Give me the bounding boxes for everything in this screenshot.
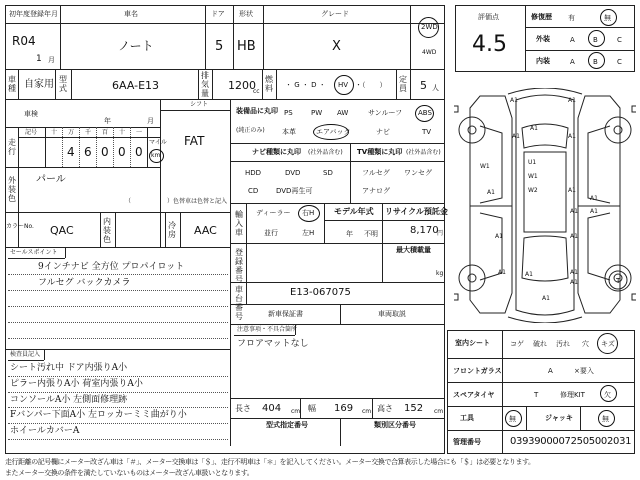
damage-mark: A1 <box>570 208 578 215</box>
damage-mark: A1 <box>510 97 518 104</box>
inspector-note-line: シート汚れ中 ドア内張りA小 <box>10 363 128 373</box>
footer-line-2: またメーター交換の条件を満たしていないものはメーター改ざん車扱いとなります。 <box>5 469 254 477</box>
damage-mark: A1 <box>568 187 576 194</box>
inspection-year-unit: 年 <box>104 117 111 125</box>
length-label: 長さ <box>235 404 251 413</box>
navi-sd: SD <box>323 169 333 177</box>
first-reg-era: R04 <box>12 34 36 48</box>
equip-abs: ABS <box>418 109 432 117</box>
exterior-grade-label: 外装 <box>536 35 550 43</box>
damage-mark: A1 <box>487 189 495 196</box>
fuel-pre: ・ G ・ D ・ <box>285 81 326 89</box>
jack-value: 無 <box>602 415 609 423</box>
exterior-note: （ ）色替車は色替と記入 <box>125 198 228 205</box>
height: 152 <box>404 403 424 414</box>
recycle-value: 8,170 <box>410 225 439 236</box>
mileage-digit: 6 <box>84 145 92 159</box>
mileage-digit: 4 <box>67 145 75 159</box>
sales-point-line: 9インチナビ 全方位 プロパイロット <box>38 262 185 272</box>
inspector-note-line: Fバンパー下面A小 左ロッカーミミ曲がり小 <box>10 410 187 420</box>
mileage-col-100: 百 <box>102 129 109 136</box>
equip-pw: PW <box>311 109 323 117</box>
sales-points-label: セールスポイント <box>10 249 58 256</box>
seat-tear: 破れ <box>533 340 547 348</box>
height-label: 高さ <box>377 404 393 413</box>
warranty-label: 新車保証書 <box>268 310 303 318</box>
damage-mark: A1 <box>525 271 533 278</box>
exterior-label: 外装色 <box>8 176 16 203</box>
equipment-sublabel: (純正のみ) <box>236 127 265 134</box>
seat-label: 室内シート <box>455 339 490 347</box>
damage-mark: A1 <box>590 195 598 202</box>
fuel-post: ・（ ） <box>355 81 387 89</box>
score-label: 評価点 <box>478 13 499 21</box>
seat-scratch: キズ <box>601 340 615 348</box>
manual-label: 車両取説 <box>378 310 406 318</box>
color-no: QAC <box>50 224 74 237</box>
equip-airbag: エアバック <box>316 128 351 136</box>
import-left-h: 左H <box>302 229 315 237</box>
footer-line-1: 走行距離の記号欄にメーター改ざん車は「＃」、メーター交換車は「＄」、走行不明車は「＊」を記入してください。メーター交換で合算表示した場合にも「＄」は必要となります。 <box>5 458 535 466</box>
inspector-note-line: ホイールカバーA <box>10 426 80 436</box>
equipment-label: 装備品に丸印 <box>236 107 278 115</box>
ac-label: 冷房 <box>168 221 176 239</box>
damage-mark: A1 <box>542 295 550 302</box>
glass-a: A <box>548 367 553 375</box>
exterior-grade-c: C <box>617 36 622 44</box>
mileage-label: 走行 <box>8 138 16 156</box>
navi-dvd-play: DVD再生可 <box>276 187 313 195</box>
sales-point-line: フルセグ バックカメラ <box>38 278 131 288</box>
model-label: 型式 <box>59 75 67 93</box>
car-name-label: 車名 <box>124 10 138 18</box>
model-year-value: 不明 <box>364 230 378 238</box>
shape: HB <box>237 39 256 54</box>
damage-mark: W2 <box>528 187 538 194</box>
spare-missing: 欠 <box>604 391 611 399</box>
damage-mark: A1 <box>512 133 520 140</box>
grade: X <box>332 39 341 54</box>
navi-cd: CD <box>248 187 259 195</box>
tool-value: 無 <box>509 415 516 423</box>
shape-label: 形状 <box>239 10 253 18</box>
notice-label: 注意事項・不具合箇所 <box>237 326 298 333</box>
month-unit: 月 <box>48 56 55 64</box>
jack-label: ジャッキ <box>545 414 573 422</box>
repair-yes: 有 <box>568 14 575 22</box>
shift: FAT <box>184 134 205 148</box>
glass-label: フロントガラス <box>453 367 502 375</box>
interior-grade-b: B <box>593 58 598 66</box>
category-label: 車種 <box>8 75 16 93</box>
interior-color-label: 内装色 <box>103 217 111 244</box>
import-dealer: ディーラー <box>256 209 291 217</box>
spare-t: T <box>534 391 539 399</box>
tv-type-label: TV種類に丸印 <box>357 148 403 156</box>
width-label: 幅 <box>308 404 316 413</box>
tv-analog: アナログ <box>362 187 390 195</box>
displacement-label: 排気量 <box>201 71 209 98</box>
category: 自家用 <box>24 79 54 90</box>
car-name: ノート <box>118 39 154 53</box>
interior-grade-c: C <box>617 58 622 66</box>
cc-unit: cc <box>253 88 260 95</box>
repair-label: 修復歴 <box>531 13 552 21</box>
import-right-h: 右H <box>302 209 315 217</box>
height-cm: cm <box>434 408 444 415</box>
drive-2wd: 2WD <box>421 23 438 31</box>
equip-leather: 本革 <box>282 128 296 136</box>
notice-text: フロアマットなし <box>237 339 309 349</box>
type-no-label: 型式指定番号 <box>266 421 308 429</box>
navi-hdd: HDD <box>245 169 262 177</box>
tv-oneseg: ワンセグ <box>404 169 432 177</box>
capacity-unit: 人 <box>432 84 439 92</box>
width: 169 <box>334 403 354 414</box>
mileage-digit: 0 <box>135 145 143 159</box>
equip-navi: ナビ <box>376 128 390 136</box>
mileage-col-man: 万 <box>68 129 75 136</box>
repair-no: 無 <box>604 14 611 22</box>
mile-label: マイル <box>149 139 167 146</box>
equip-sunroof: サンルーフ <box>368 109 403 117</box>
exterior-grade-a: A <box>570 36 575 44</box>
exterior-color: パール <box>36 174 66 185</box>
mileage-col-note: 記号 <box>25 129 38 136</box>
inspector-notes-label: 検査員記入 <box>10 351 41 358</box>
damage-mark: A1 <box>568 97 576 104</box>
damage-mark: A1 <box>495 233 503 240</box>
glass-replace: ×要入 <box>574 367 594 375</box>
damage-mark: A1 <box>570 279 578 286</box>
damage-mark: A1 <box>530 125 538 132</box>
tv-type-sub: (社外品含む) <box>406 149 441 156</box>
tv-fullseg: フルセグ <box>362 169 390 177</box>
mileage-col-1: 一 <box>136 129 143 136</box>
mgmt-label: 管理番号 <box>453 438 481 446</box>
grade-label: グレード <box>321 10 349 18</box>
max-load-label: 最大積載量 <box>396 246 431 254</box>
import-parallel: 並行 <box>264 229 278 237</box>
spare-kit: 修理KIT <box>560 391 585 399</box>
svg-text:T: T <box>616 277 621 285</box>
spare-label: スペアタイヤ <box>453 391 495 399</box>
damage-mark: A1 <box>570 269 578 276</box>
model-year-label: モデル年式 <box>334 207 374 216</box>
class-no-label: 類別区分番号 <box>374 421 416 429</box>
navi-type-sub: (社外品含む) <box>308 149 343 156</box>
capacity-label: 定員 <box>399 75 407 93</box>
fuel-hv: HV <box>338 81 349 89</box>
damage-mark: A1 <box>498 269 506 276</box>
width-cm: cm <box>362 408 372 415</box>
inspector-note-line: コンソールA小 左側面修理跡 <box>10 395 128 405</box>
kg-unit: kg <box>436 270 444 277</box>
mileage-digit: 0 <box>118 145 126 159</box>
first-reg-month: 1 <box>36 54 42 64</box>
mileage-col-10: 十 <box>119 129 126 136</box>
damage-mark: W1 <box>528 173 538 180</box>
damage-mark: W1 <box>480 163 490 170</box>
navi-dvd: DVD <box>285 169 301 177</box>
ac: AAC <box>194 224 217 237</box>
inspector-note-line: ピラー内張りA小 荷室内張りA小 <box>10 379 143 389</box>
inspection-month-unit: 月 <box>147 117 154 125</box>
capacity: 5 <box>420 79 427 92</box>
first-reg-label: 初年度登録年月 <box>9 10 58 18</box>
equip-ps: PS <box>284 109 293 117</box>
drive-4wd: 4WD <box>422 49 437 56</box>
length: 404 <box>262 403 282 414</box>
chassis: E13-067075 <box>290 287 351 298</box>
mileage-col-10k: 十 <box>51 129 58 136</box>
model-year-prefix: 年 <box>346 230 353 238</box>
chassis-label: 車台番号 <box>235 285 243 321</box>
damage-mark: A1 <box>590 208 598 215</box>
yen-unit: 円 <box>437 230 444 237</box>
length-cm: cm <box>291 408 301 415</box>
car-damage-diagram <box>450 88 640 323</box>
reg-no-label: 登録番号 <box>235 248 243 284</box>
doors-label: ドア <box>211 10 225 18</box>
interior-grade-a: A <box>570 58 575 66</box>
fuel-label: 燃料 <box>265 75 273 93</box>
exterior-grade-b: B <box>593 36 598 44</box>
damage-mark: A1 <box>570 233 578 240</box>
seat-stain: 汚れ <box>556 340 570 348</box>
equip-aw: AW <box>337 109 349 117</box>
score: 4.5 <box>472 32 507 57</box>
seat-scorch: コゲ <box>510 340 524 348</box>
recycle-label: リサイクル預託金 <box>385 207 448 216</box>
color-no-label: カラーNo. <box>6 223 34 230</box>
model: 6AA-E13 <box>112 79 160 92</box>
doors: 5 <box>215 39 224 54</box>
displacement: 1200 <box>228 79 256 92</box>
mgmt-no: 03939000072505002031 <box>510 436 632 447</box>
navi-type-label: ナビ種類に丸印 <box>252 148 301 156</box>
seat-hole: 穴 <box>582 340 589 348</box>
km-label: km <box>151 152 161 159</box>
import-label: 輸入車 <box>235 210 243 237</box>
interior-grade-label: 内装 <box>536 57 550 65</box>
shift-label: シフト <box>190 101 209 108</box>
mileage-digit: 0 <box>101 145 109 159</box>
mileage-col-1000: 千 <box>85 129 92 136</box>
damage-mark: U1 <box>528 159 537 166</box>
equip-tv: TV <box>422 128 432 136</box>
tool-label: 工具 <box>460 414 474 422</box>
inspection-label: 車検 <box>24 110 38 118</box>
damage-mark: A1 <box>568 133 576 140</box>
